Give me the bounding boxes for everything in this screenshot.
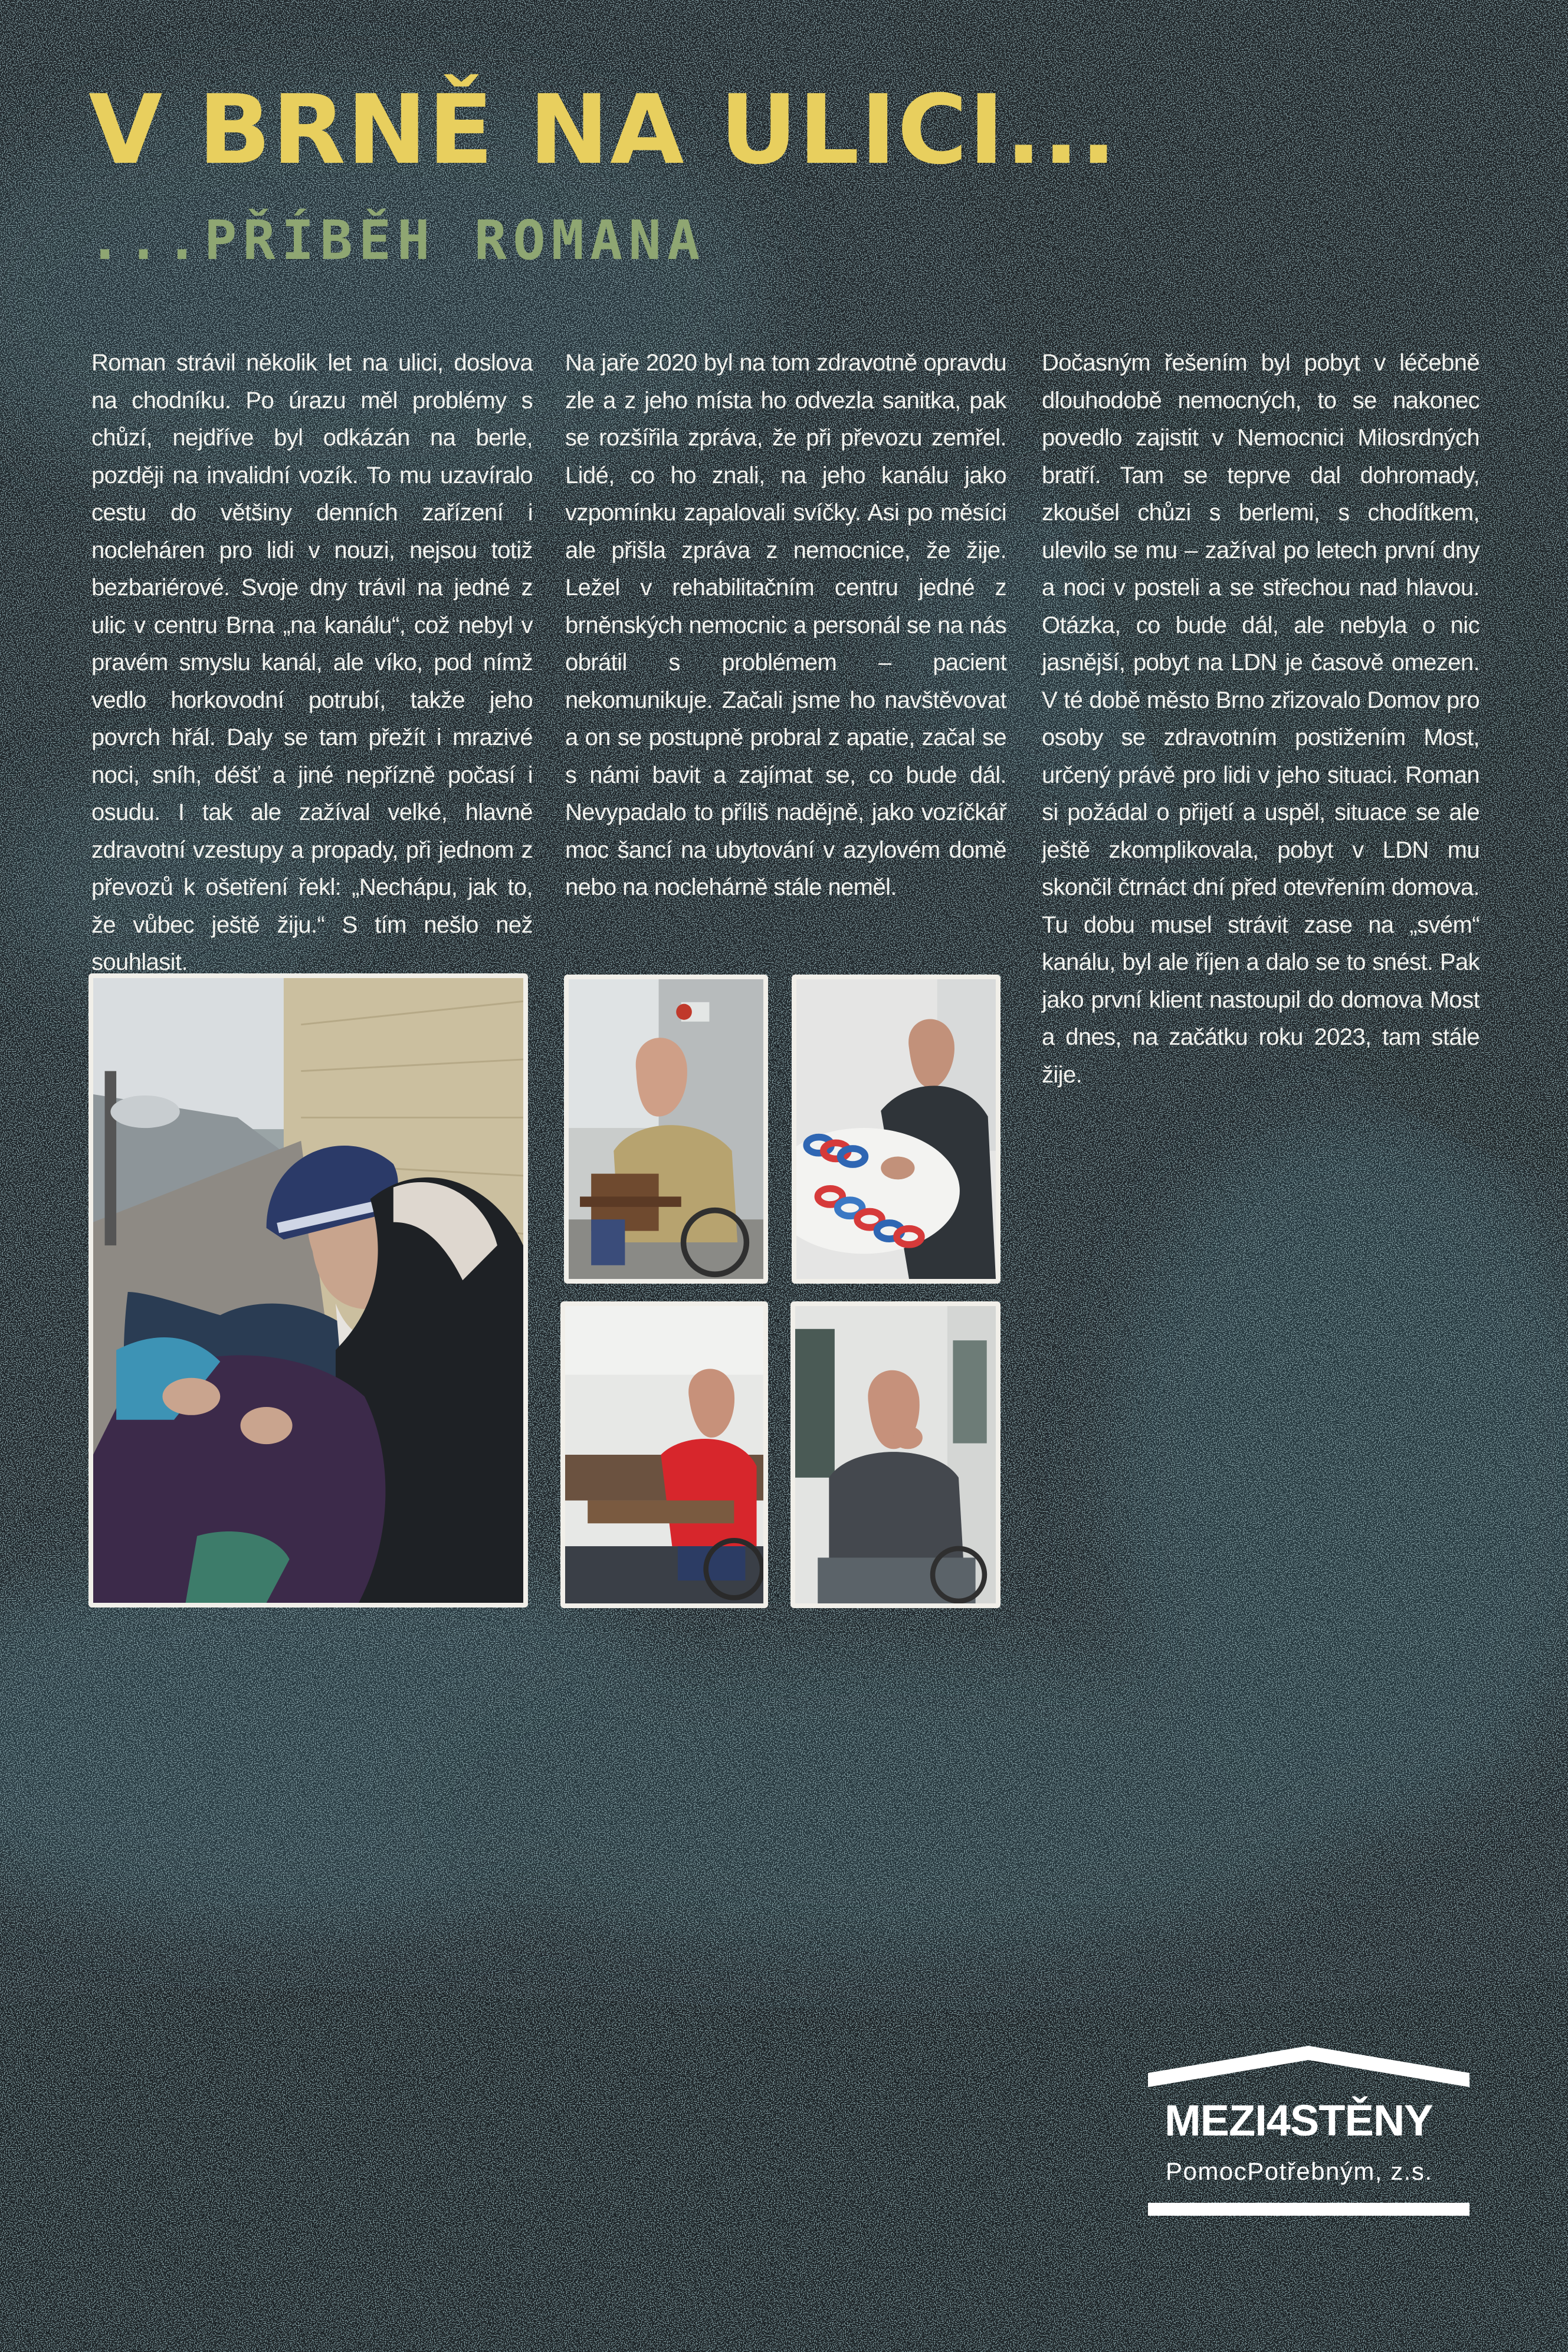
page-title: V BRNĚ NA ULICI... (88, 75, 1118, 186)
photo-roman-crafting-paper-chain (792, 975, 1000, 1284)
logo-base-bar (1148, 2203, 1469, 2216)
logo-name: MEZI4STĚNY (1164, 2096, 1433, 2145)
story-column-3: Dočasným řešením byl pobyt v léčebně dlouhodobě nemocných, to se nakonec povedlo zajistit v Nemocnici Milosrdných bratří. Tam se teprve dal dohromady, zkoušel chůzi s berlemi, s chodítkem, ulevilo se mu – zažíval po letech první dny a noci v posteli a se střechou nad hlavou. Otázka, co bude dál, ale nebyla o nic jasnější, pobyt na LDN je časově omezen. V té době město Brno zřizovalo Domov pro osoby se zdravotním postižením Most, určený právě pro lidi v jeho situaci. Roman si požádal o přijetí a uspěl, situace se ale ještě zkomplikovala, pobyt v LDN mu skončil čtrnáct dní před otevřením domova. Tu dobu musel strávit zase na „svém“ kanálu, byl ale říjen a dalo se to snést. Pak jako první klient nastoupil do domova Most a dnes, na začátku roku 2023, tam stále žije. (1042, 350, 1480, 1088)
logo-tagline: PomocPotřebným, z.s. (1166, 2157, 1433, 2185)
story-column-1: Roman strávil několik let na ulici, doslova na chodníku. Po úrazu měl problémy s chůzí, nejdříve byl odkázán na berle, později na invalidní vozík. To mu uzavíralo cestu do většiny denních zařízení i nocleháren pro lidi v nouzi, nejsou totiž bezbariérové. Svoje dny trávil na jedné z ulic v centru Brna „na kanálu“, což nebyl v pravém smyslu kanál, ale víko, pod nímž vedlo horkovodní potrubí, takže jeho povrch hřál. Daly se tam přežít i mrazivé noci, sníh, déšť a jiné nepřízně počasí i osudu. I tak ale zažíval velké, hlavně zdravotní vzestupy a propady, při jednom z převozů k ošetření řekl: „Nechápu, jak to, že vůbec ještě žiju.“ S tím nešlo než souhlasit. (91, 350, 533, 975)
photo-roman-on-street (88, 973, 528, 1608)
page-subtitle: ...PŘÍBĚH ROMANA (88, 209, 706, 272)
story-column-2: Na jaře 2020 byl na tom zdravotně opravdu zle a z jeho místa ho odvezla sanitka, pak se rozšířila zpráva, že při převozu zemřel. Lidé, co ho znali, na jeho kanálu jako vzpomínku zapalovali svíčky. Asi po měsíci ale přišla zpráva z nemocnice, že žije. Ležel v rehabilitačním centru jedné z brněnských nemocnic a personál se na nás obrátil s problémem – pacient nekomunikuje. Začali jsme ho navštěvovat a on se postupně probral z apatie, začal se s námi bavit a zajímat se, co bude dál. Nevypadalo to příliš nadějně, jako vozíčkář moc šancí na ubytování v azylovém domě nebo na noclehárně stále neměl. (565, 350, 1006, 900)
photo-roman-smoking-wheelchair (790, 1301, 1000, 1608)
house-roof-icon (1148, 2045, 1469, 2098)
photo-roman-wheelchair-hospital (564, 975, 768, 1284)
organization-logo (1148, 2045, 1469, 2222)
photo-roman-red-shirt-bedside (560, 1301, 768, 1608)
